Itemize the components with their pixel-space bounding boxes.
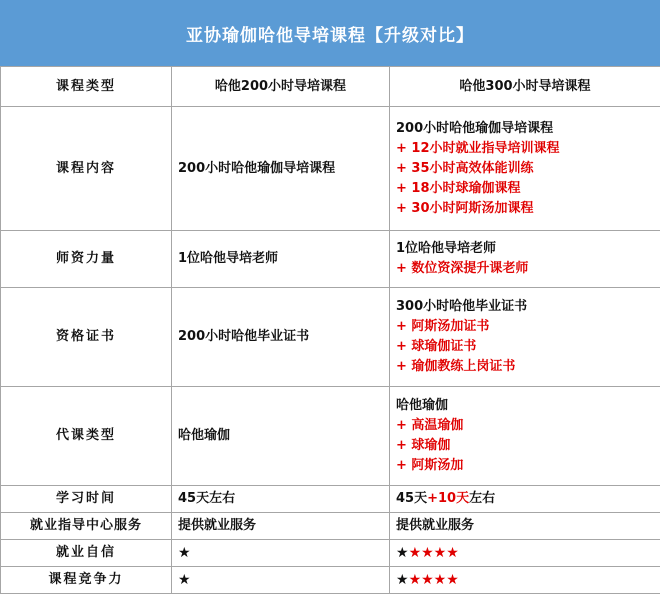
add-line: + 12小时就业指导培训课程 <box>396 139 654 159</box>
row-label: 学习时间 <box>1 486 172 513</box>
row-label: 资格证书 <box>1 288 172 387</box>
base-line: 哈他瑜伽 <box>396 396 654 416</box>
cell-200: 哈他瑜伽 <box>172 387 390 486</box>
row-competitiveness <box>1 567 660 594</box>
cell-300 <box>390 486 660 513</box>
cell-300 <box>390 387 660 486</box>
row-employment-confidence <box>1 540 660 567</box>
row-label: 就业指导中心服务 <box>1 513 172 540</box>
cell-200: 45天左右 <box>172 486 390 513</box>
base-line: 1位哈他导培老师 <box>396 239 654 259</box>
duration-suffix: 左右 <box>469 491 495 506</box>
add-line: + 瑜伽教练上岗证书 <box>396 357 654 377</box>
cell-200 <box>172 567 390 594</box>
cell-300: 提供就业服务 <box>390 513 660 540</box>
row-teachers <box>1 231 660 288</box>
star-icon: ★ <box>178 545 191 561</box>
row-label: 课程内容 <box>1 107 172 231</box>
cell-200: 200小时哈他毕业证书 <box>172 288 390 387</box>
cell-200 <box>172 540 390 567</box>
comparison-table <box>0 66 660 594</box>
table-header-row <box>1 67 660 107</box>
base-line: 200小时哈他瑜伽导培课程 <box>396 119 654 139</box>
add-line: + 球瑜伽 <box>396 436 654 456</box>
add-line: + 球瑜伽证书 <box>396 337 654 357</box>
star-icon-red: ★★★★ <box>409 545 459 561</box>
row-study-time <box>1 486 660 513</box>
row-employment-service <box>1 513 660 540</box>
cell-300 <box>390 231 660 288</box>
star-icon: ★ <box>178 572 191 588</box>
header-hatha-200: 哈他200小时导培课程 <box>172 67 390 107</box>
row-label: 师资力量 <box>1 231 172 288</box>
row-certificate <box>1 288 660 387</box>
header-course-type: 课程类型 <box>1 67 172 107</box>
cell-300 <box>390 567 660 594</box>
row-label: 课程竞争力 <box>1 567 172 594</box>
duration-extra: +10天 <box>427 491 469 506</box>
cell-300 <box>390 107 660 231</box>
star-icon-red: ★★★★ <box>409 572 459 588</box>
row-course-content <box>1 107 660 231</box>
header-hatha-300: 哈他300小时导培课程 <box>390 67 660 107</box>
star-icon: ★ <box>396 545 409 561</box>
base-line: 300小时哈他毕业证书 <box>396 297 654 317</box>
add-line: + 阿斯汤加 <box>396 456 654 476</box>
row-teaching-type <box>1 387 660 486</box>
add-line: + 35小时高效体能训练 <box>396 159 654 179</box>
add-line: + 阿斯汤加证书 <box>396 317 654 337</box>
row-label: 就业自信 <box>1 540 172 567</box>
duration-base: 45天 <box>396 491 427 506</box>
add-line: + 18小时球瑜伽课程 <box>396 179 654 199</box>
cell-200: 200小时哈他瑜伽导培课程 <box>172 107 390 231</box>
star-icon: ★ <box>396 572 409 588</box>
add-line: + 30小时阿斯汤加课程 <box>396 199 654 219</box>
cell-200: 1位哈他导培老师 <box>172 231 390 288</box>
page-title: 亚协瑜伽哈他导培课程【升级对比】 <box>0 0 660 66</box>
cell-300 <box>390 540 660 567</box>
cell-300 <box>390 288 660 387</box>
add-line: + 高温瑜伽 <box>396 416 654 436</box>
row-label: 代课类型 <box>1 387 172 486</box>
cell-200: 提供就业服务 <box>172 513 390 540</box>
add-line: + 数位资深提升课老师 <box>396 259 654 279</box>
